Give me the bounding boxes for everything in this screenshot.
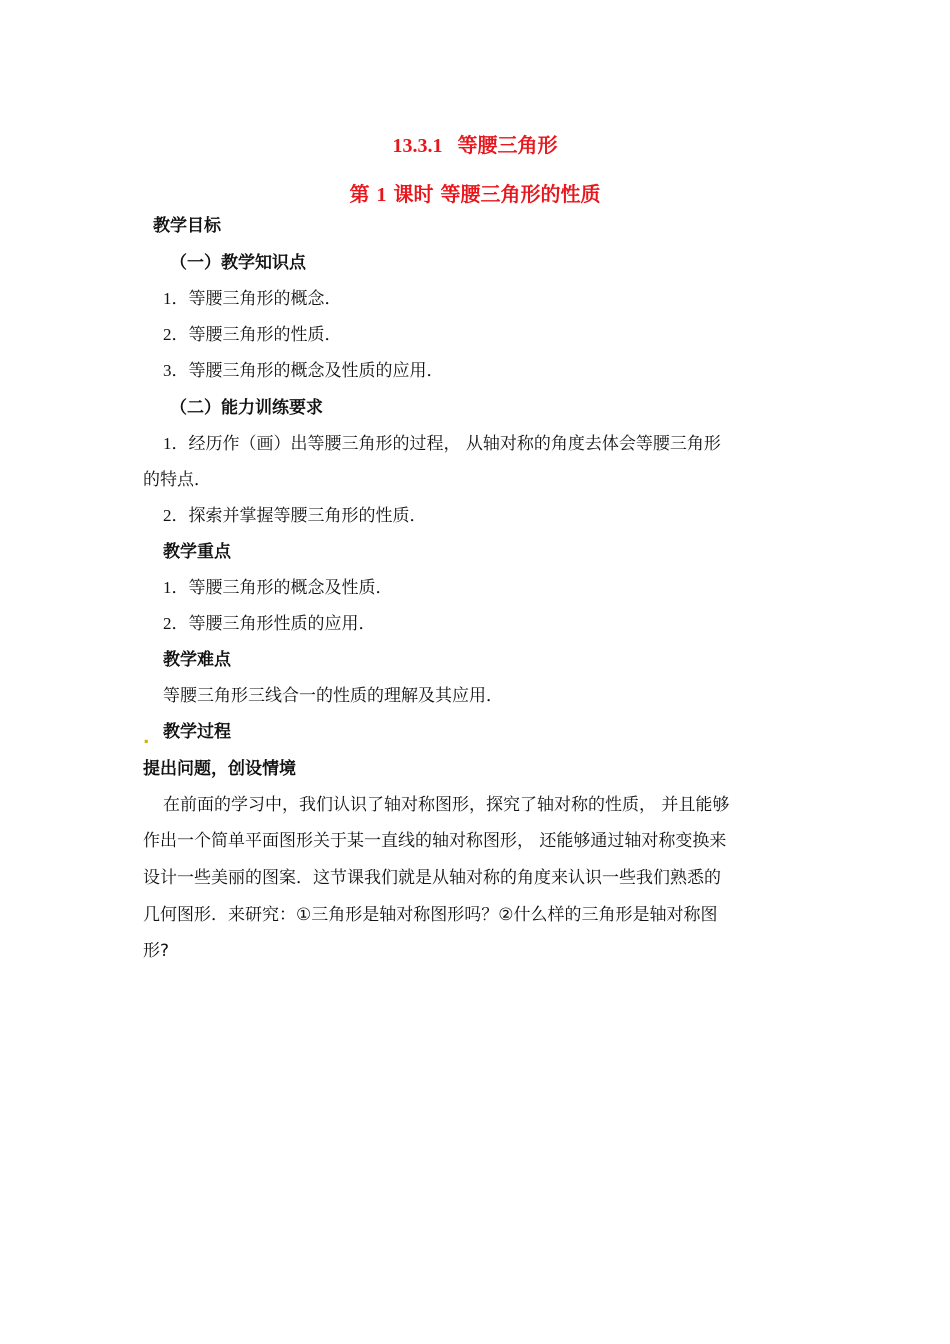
process-subheading: 提出问题，创设情境 bbox=[143, 759, 296, 779]
list-item: 2．等腰三角形的性质． bbox=[163, 325, 342, 345]
ability-heading: （二）能力训练要求 bbox=[170, 398, 323, 418]
objectives-heading: 教学目标 bbox=[153, 216, 221, 236]
bullet-marker: . bbox=[143, 728, 150, 748]
list-item: 3．等腰三角形的概念及性质的应用． bbox=[163, 361, 444, 381]
paragraph-line: 设计一些美丽的图案．这节课我们就是从轴对称的角度来认识一些我们熟悉的 bbox=[143, 868, 721, 888]
lesson-number: 1 bbox=[376, 184, 387, 206]
lesson-prefix: 第 bbox=[349, 182, 370, 206]
list-item: 2．探索并掌握等腰三角形的性质． bbox=[163, 506, 427, 526]
difficulty-text: 等腰三角形三线合一的性质的理解及其应用． bbox=[163, 686, 503, 706]
list-item: 1．等腰三角形的概念及性质． bbox=[163, 578, 393, 598]
process-heading: 教学过程 bbox=[163, 722, 231, 742]
list-item: 2．等腰三角形性质的应用． bbox=[163, 614, 376, 634]
paragraph-line: 几何图形．来研究：①三角形是轴对称图形吗？②什么样的三角形是轴对称图 bbox=[143, 905, 718, 925]
difficulty-heading: 教学难点 bbox=[163, 650, 231, 670]
lesson-rest: 课时 等腰三角形的性质 bbox=[393, 182, 601, 206]
list-item: 1．等腰三角形的概念． bbox=[163, 289, 342, 309]
section-name: 等腰三角形 bbox=[457, 133, 558, 157]
paragraph-line: 在前面的学习中，我们认识了轴对称图形，探究了轴对称的性质， 并且能够 bbox=[163, 795, 730, 815]
section-number: 13.3.1 bbox=[392, 135, 443, 157]
list-item: 1．经历作（画）出等腰三角形的过程， 从轴对称的角度去体会等腰三角形 bbox=[163, 434, 721, 454]
paragraph-line: 形? bbox=[143, 941, 170, 961]
paragraph-line: 作出一个简单平面图形关于某一直线的轴对称图形， 还能够通过轴对称变换来 bbox=[143, 831, 727, 851]
knowledge-heading: （一）教学知识点 bbox=[170, 253, 306, 273]
lesson-title bbox=[0, 178, 950, 207]
key-points-heading: 教学重点 bbox=[163, 542, 231, 562]
section-title bbox=[0, 129, 950, 158]
list-item-continuation: 的特点． bbox=[143, 470, 211, 490]
